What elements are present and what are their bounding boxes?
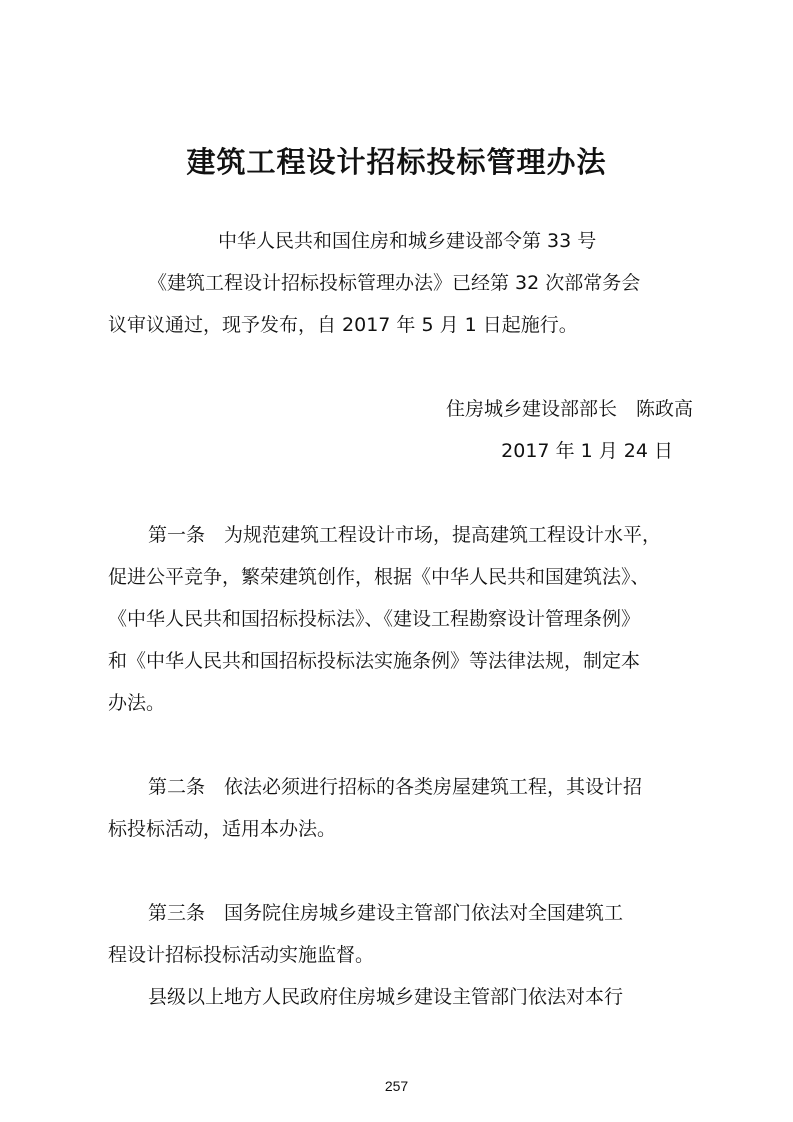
- article-1-line-3: 《中华人民共和国招标投标法》、《建设工程勘察设计管理条例》: [108, 608, 641, 630]
- article-1-line-2: 促进公平竞争，繁荣建筑创作，根据《中华人民共和国建筑法》、: [108, 566, 650, 588]
- signing-date: 2017 年 1 月 24 日: [501, 440, 673, 462]
- article-3-line-2: 程设计招标投标活动实施监督。: [108, 944, 375, 966]
- decree-number: 中华人民共和国住房和城乡建设部令第 33 号: [218, 230, 597, 252]
- article-1-line-1: 第一条 为规范建筑工程设计市场，提高建筑工程设计水平，: [148, 524, 662, 546]
- article-1-line-4: 和《中华人民共和国招标投标法实施条例》等法律法规，制定本: [108, 650, 641, 672]
- page-number: 257: [384, 1078, 409, 1094]
- document-title: 建筑工程设计招标投标管理办法: [186, 145, 607, 179]
- article-2-line-1: 第二条 依法必须进行招标的各类房屋建筑工程，其设计招: [148, 776, 643, 798]
- article-1-line-5: 办法。: [108, 692, 166, 714]
- article-3-line-3: 县级以上地方人民政府住房城乡建设主管部门依法对本行: [148, 986, 624, 1008]
- signer: 住房城乡建设部部长 陈政高: [445, 398, 693, 420]
- article-2-line-2: 标投标活动，适用本办法。: [108, 818, 337, 840]
- article-3-line-1: 第三条 国务院住房城乡建设主管部门依法对全国建筑工: [148, 902, 624, 924]
- decree-text-line-1: 《建筑工程设计招标投标管理办法》已经第 32 次部常务会: [148, 272, 641, 294]
- decree-text-line-2: 议审议通过，现予发布，自 2017 年 5 月 1 日起施行。: [108, 314, 578, 336]
